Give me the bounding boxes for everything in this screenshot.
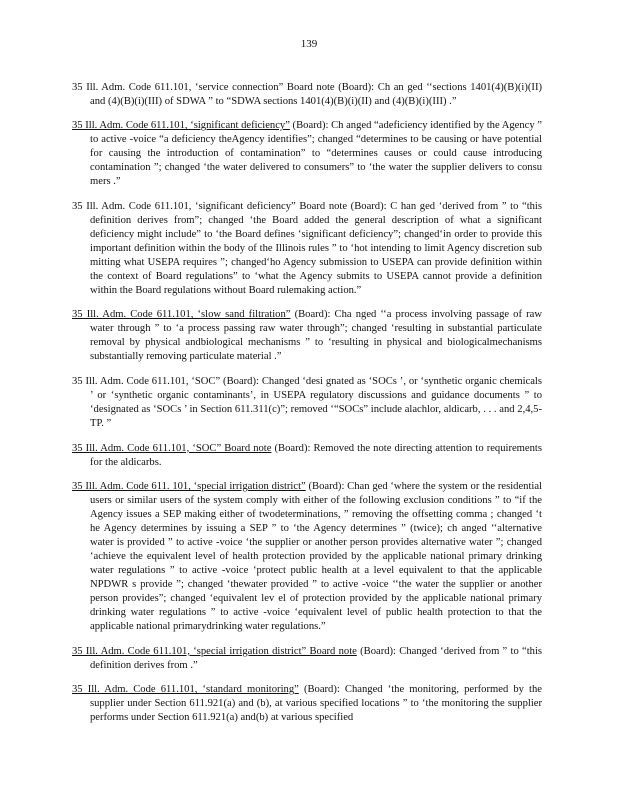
entry-body: (Board): Changed ‘the monitoring, performed by the supplier under Section 611.921(a) and (b), at various specified locations ” to ‘the monitoring the supplier performs under Section 611.921(a) and(b) at various specified [90,684,542,724]
entry-body: Ch an ged ‘‘sections 1401(4)(B)(i)(II) and (4)(B)(i)(III) of SDWA ” to “SDWA sections 1401(4)(B)(i)(II) and (4)(B)(i)(III) .” [90,81,542,107]
comment-entry [72,442,542,470]
entry-body: (Board): Cha nged ‘‘a process involving passage of raw water through ” to ‘a process passing raw water through”; changed ‘resulting in substantial particulate removal by physical andbiological mechanisms ” to ‘resulting in physical and biologicalmechanisms substantially removing particulate material .” [90,309,542,363]
comment-entry [72,375,542,431]
entry-body: (Board): Ch anged “adeficiency identified by the Agency ” to active -voice “a deficiency theAgency identifies”; changed “determines to be causing or have potential for causing the introduction of contamination” to “determines causes or could cause introducing contamination ”; changed ‘the water delivered to consumers” to ‘the water the supplier delivers to consu mers .” [90,120,542,188]
entry-body: Changed ‘desi gnated as ‘SOCs ’, or ‘synthetic organic chemicals ’ or ‘synthetic organic contaminants’, in USEPA regulatory discussions and guidance documents ” to ‘designated as ‘SOCs ’ in Section 611.311(c)”; removed ‘“SOCs” include alachlor, aldicarb, . . . and 2,4,5- TP. ” [90,375,542,429]
entry-body: C han ged ‘derived from ” to “this definition derives from”; changed ‘the Board added the general description of what a significant deficiency might include” to ‘the Board defines ‘significant deficiency”; changed‘in order to provide this important definition within the body of the Illinois rules ” to ‘hot intending to limit Agency discretion sub mitting what USEPA requires ”; changed‘ho Agency submission to USEPA can provide definition within the context of Board regulations” to ‘what the Agency submits to USEPA cannot provide a definition within the Board regulations without Board rulemaking action.” [90,200,542,296]
comment-entry [72,683,542,725]
entry-citation: 35 Ill. Adm. Code 611.101, ‘slow sand filtration” [72,309,291,321]
entry-body: (Board): Removed the note directing attention to requirements for the aldicarbs. [90,442,542,468]
page-number: 139 [300,38,318,50]
entry-citation: 35 Ill. Adm. Code 611.101, ‘SOC” Board note [72,442,272,454]
comment-entry [72,645,542,673]
entry-body: (Board): Changed ‘derived from ” to “this definition derives from .” [90,645,543,671]
entry-citation: 35 Ill. Adm. Code 611.101, ‘service connection” Board note (Board): [72,81,375,93]
entry-citation: 35 Ill. Adm. Code 611.101, ‘SOC” (Board): [72,375,259,387]
entry-citation: 35 Ill. Adm. Code 611.101, ‘standard monitoring” [72,684,299,696]
comment-entry [72,480,542,634]
comment-entry [72,119,542,189]
entry-citation: 35 Ill. Adm. Code 611. 101, ‘special irrigation district” [72,481,306,493]
comment-entry [72,308,542,364]
entry-list [72,70,542,728]
entry-citation: 35 Ill. Adm. Code 611.101, ‘significant deficiency” Board note (Board): [72,200,387,212]
comment-entry [72,81,542,109]
comment-entry [72,200,542,298]
entry-citation: 35 Ill. Adm. Code 611.101, ‘special irrigation district” Board note [72,645,357,657]
entry-body: (Board): Chan ged ‘where the system or the residential users or similar users of the system comply with either of the following exclusion conditions ” to “if the Agency issues a SEP making either of twodeterminations, ” removing the offsetting comma ; changed ‘t he Agency determines by issuing a SEP ” to ‘the Agency determines ” (twice); ch anged ‘‘alternative water is provided ” to active -voice ‘the supplier or another person provides alternative water ”; changed ‘achieve the equivalent level of health protection provided by the applicable national primary drinking water regulations ” to active -voice ‘protect public health at a level equivalent to that the applicable NPDWR s provide ”; changed ‘thewater provided ” to active -voice ‘‘the water the supplier or another person provides”; changed ‘equivalent lev el of protection provided by the applicable national primary drinking water regulations ” to active -voice ‘equivalent level of public health protection to that the applicable national primarydrinking water regulations.” [90,481,542,633]
entry-citation: 35 Ill. Adm. Code 611.101, ‘significant deficiency” [72,120,290,132]
